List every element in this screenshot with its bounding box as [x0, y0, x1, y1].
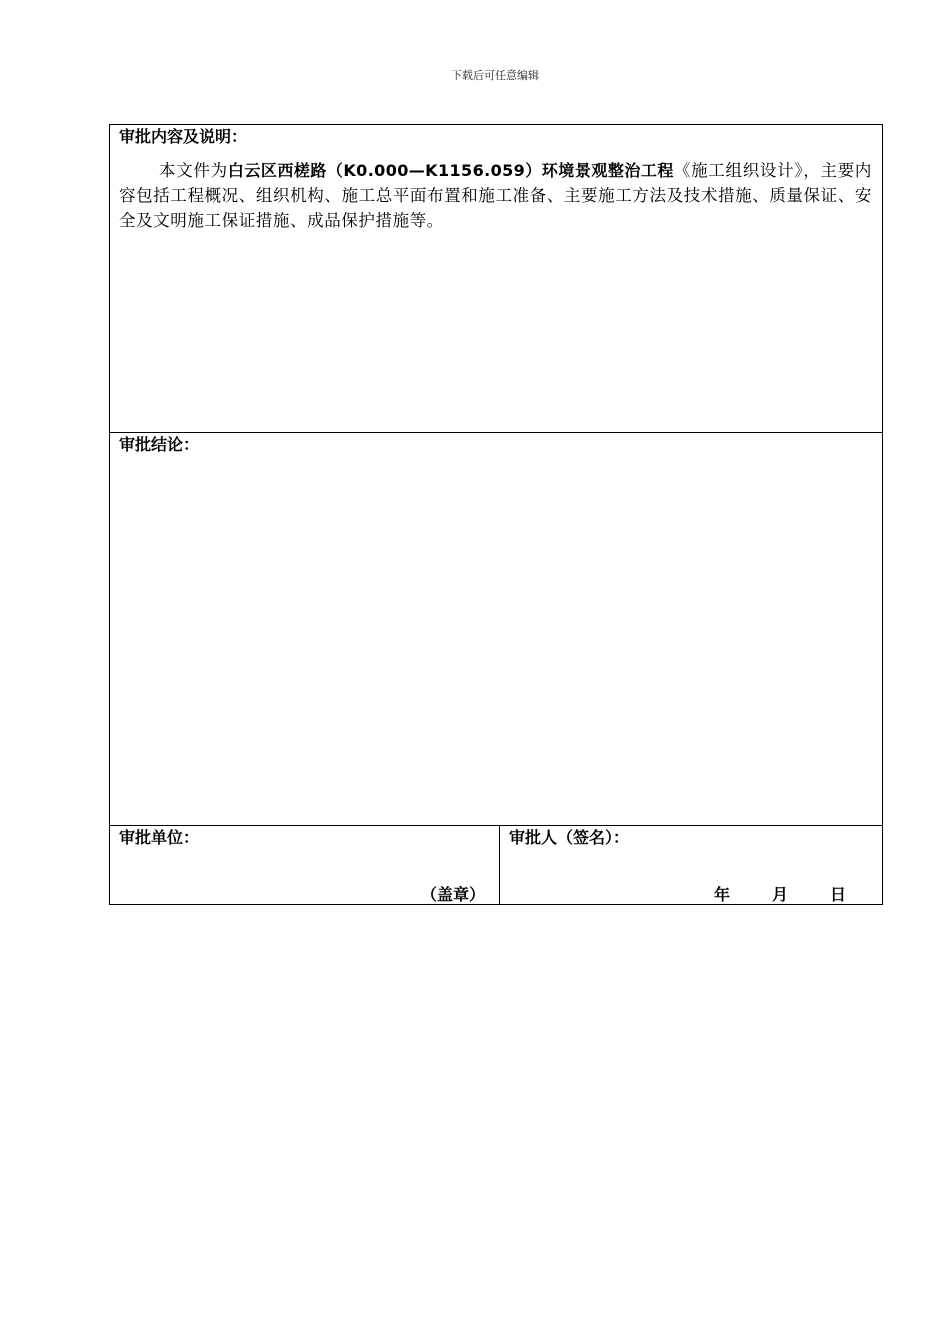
approval-content-text: [110, 147, 882, 233]
approval-content-row: [110, 125, 883, 433]
content-rest: 《施工组织设计》，主要内容包括工程概况、组织机构、施工总平面布置和施工准备、主要施工方法及技术措施、质量保证、安全及文明施工保证措施、成品保护措施等。: [119, 161, 873, 230]
date-year-label: 年: [714, 885, 731, 904]
seal-label: （盖章）: [420, 885, 485, 904]
approval-signature-row: [110, 826, 883, 905]
content-intro: 本文件为: [159, 161, 228, 180]
approval-conclusion-label: 审批结论：: [119, 435, 200, 454]
approval-conclusion-cell: [110, 433, 883, 826]
header-note: 下载后可任意编辑: [451, 69, 539, 82]
approval-unit-label: 审批单位：: [119, 828, 200, 847]
approval-unit-cell: [110, 826, 500, 905]
approval-content-cell: [110, 125, 883, 433]
approval-signer-label: 审批人（签名）：: [509, 828, 630, 847]
approval-conclusion-row: [110, 433, 883, 826]
approval-signer-cell: [500, 826, 883, 905]
date-month-label: 月: [772, 885, 789, 904]
approval-content-label: 审批内容及说明：: [119, 127, 248, 146]
date-day-label: 日: [830, 885, 847, 904]
approval-form-table: [109, 124, 883, 905]
project-name: 白云区西槎路（K0.000—K1156.059）环境景观整治工程: [227, 161, 674, 180]
